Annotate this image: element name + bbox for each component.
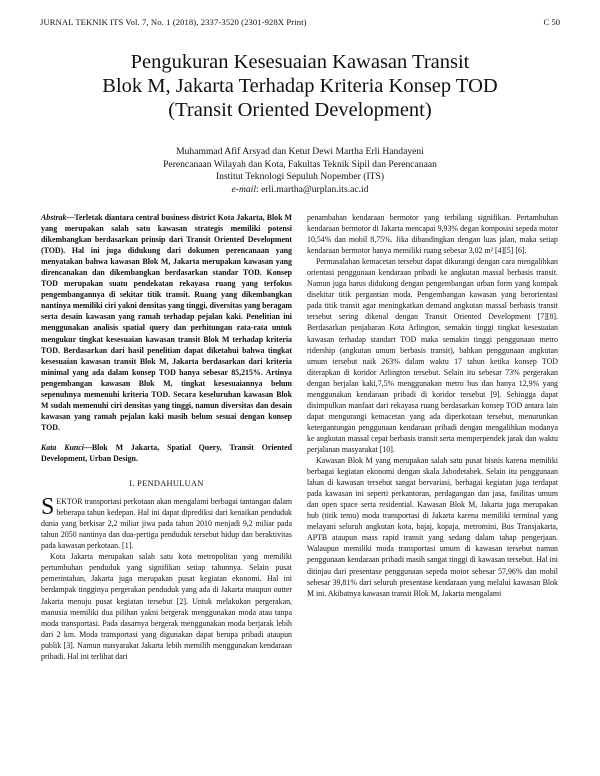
title-line-2: Blok M, Jakarta Terhadap Kriteria Konsep TOD <box>102 75 498 97</box>
intro-paragraph-2: Kota Jakarta merupakan salah satu kota metropolitan yang memiliki pertumbuhan penduduk yang signifikan setiap tahunnya. Selain pusat pemerintahan, Jakarta juga merupakan pusat kegiatan ekonomi. Hal ini berdampak tingginya pergerakan penduduk yang ada di Jakarta maupun outter Jakarta menuju pusat kegiatan tersebut [2]. Untuk melakukan pergerakan, manusia memiliki dua pilihan yakni bergerak menggunakan moda atau tanpa moda transportasi. Pada dasarnya bergerak menggunakan moda berjarak lebih dari 2 km. Moda transportasi yang digunakan dapat berupa pribadi ataupun publik [3]. Namun masyarakat Jakarta lebih memilih menggunakan kendaraan pribadi. Hal ini terlihat dari <box>41 552 292 661</box>
paper-title <box>40 50 560 122</box>
abstract-lead: Abstrak <box>41 213 67 222</box>
author-block <box>40 146 560 196</box>
intro-paragraph-1-text: EKTOR transportasi perkotaan akan mengalami berbagai tantangan dalam beberapa tahun kedepan. Hal ini dapat diprediksi dari kenaikan penduduk dunia yang berkisar 2,2 miliar jiwa pada tahun 2010 menjadi 9,2 miliar pada tahun 2050 nantinya dan dua-pertiga penduduk tersebut hidup dan beraktivitas pada kawasan perkotaan. [1]. <box>41 497 292 551</box>
section-heading-introduction: I. PENDAHULUAN <box>129 479 204 489</box>
keywords-text: —Blok M Jakarta, Spatial Query, Transit Oriented Development, Urban Design. <box>41 442 292 463</box>
right-column <box>307 212 558 599</box>
journal-info: JURNAL TEKNIK ITS Vol. 7, No. 1 (2018), 2337-3520 (2301-928X Print) <box>40 17 307 27</box>
abstract <box>41 212 292 433</box>
abstract-text: —Terletak diantara central business district Kota Jakarta, Blok M yang merupakan salah satu kawasan strategis memiliki potensi dikembangkan berdasarkan prinsip dari Transit Oriented Development (TOD). Hal ini juga didukung dari dokumen perencanaan yang menyatakan bahwa kawasan Blok M, Jakarta merupakan kawasan yang direncanakan dan dikembangkan berdasarkan standar TOD. Konsep TOD merupakan suatu pendekatan rekayasa ruang yang terfokus pengembangannya di sekitar titik transit. Ruang yang dikembangkan nantinya memiliki ciri yakni densitas yang tinggi, diversitas yang beragam serta desain kawasan yang ramah terhadap pejalan kaki. Penelitian ini menggunakan analisis spatial query dan perhitungan rata-rata untuk mengukur tingkat kesesuaian kawasan transit Blok M terhadap kriteria TOD. Berdasarkan dari hasil penelitian dapat diketahui bahwa tingkat kesesuaian kawasan transit Blok M, Jakarta berdasarkan dari kriteria minimal yang ada dalam konsep TOD hanya sebesar 85,215%. Artinya pengembangan kawasan Blok M, tingkat kesesuaiannya belum sepenuhnya memenuhi kriteria TOD. Secara keseluruhan kawasan Blok M sudah memenuhi ciri densitas yang tinggi, namun diversitas dan desain kawasan yang ramah pejalan kaki masih belum sesuai dengan konsep TOD. <box>41 213 292 432</box>
left-column <box>41 212 292 662</box>
intro-paragraph-3: penambahan kendaraan bermotor yang terbilang signifikan. Pertambuhan kendaraan bermotor di Jakarta mencapai 9,93% degan komposisi sepeda motor 10,54% dan mobil 8,75%. Jika dibandingkan dengan luas jalan, maka setiap kendaraan bermotor hanya memiliki ruang sebesar 3,02 m² [4][5] [6]. <box>307 213 558 256</box>
email-address: : erli.martha@urplan.its.ac.id <box>256 183 369 195</box>
intro-paragraph-1 <box>41 496 292 551</box>
keywords <box>41 442 292 464</box>
page-number: C 50 <box>543 17 560 27</box>
keywords-lead: Kata Kunci <box>41 442 84 452</box>
title-line-3: (Transit Oriented Development) <box>168 99 432 121</box>
author-names: Muhammad Afif Arsyad dan Ketut Dewi Martha Erli Handayeni <box>176 146 424 157</box>
author-institution: Institut Teknologi Sepuluh Nopember (ITS) <box>215 171 385 182</box>
intro-paragraph-5: Kawasan Blok M yang merupakan salah satu pusat bisnis karena memiliki berbagai kegiatan ekonomi dengan skala Jabodetabek. Selain itu penggunaan lahan di kawasan tersebut sangat bervariasi, berbagai kegiatan juga terdapat pada kawasan ini seperti perkantoran, perdagangan dan jasa, fasilitas umum dan open space serta residential. Kawasan Blok M, Jakarta juga merupakan hub (titik temu) moda transportasi di Jakarta karena memiliki terminal yang melayani seluruh angkutan kota, bajaj, kopaja, metromini, Bus Transjakarta, APTB ataupun mass rapid transit yang sedang dalam tahap pengerjaan. Walaupun memiliki moda transportasi umum di kawasan tersebut namun penggunaan kendaraan pribadi masih sangat tinggi di kawasan tersebut. Hal ini ditinjau dari presentase penggunaan sepeda motor sebesar 57,96% dan mobil sebesar 39,81% dari seluruh presentase kendaraan yang melalui kawasan Blok M ini. Akibatnya kawasan transit Blok M, Jakarta mengalami <box>307 456 558 598</box>
drop-cap: S <box>41 494 55 521</box>
title-line-1: Pengukuran Kesesuaian Kawasan Transit <box>130 51 470 73</box>
email-label: e-mail <box>231 183 257 195</box>
author-email <box>40 184 560 197</box>
author-department: Perencanaan Wilayah dan Kota, Fakultas Teknik Sipil dan Perencanaan <box>163 158 437 170</box>
intro-paragraph-4: Permasalahan kemacetan tersebut dapat dikurangi dengan cara mengalihkan orientasi penggunaan kendaraan pribadi ke angkutan massal berbasis transit. Namun juga harus didukung dengan pengembangan urban form yang kompak disekitar titik pergantian moda. Pengembangan kawasan yang berorientasi pada titik transit agar meningkatkan demand angkutan massal berbasis transit tersebut sering dikenal dengan Transit Oriented Development [7][8]. Berdasarkan penjabaran Kota Arlington, semakin tinggi tingkat kesesuaian kawasan terhadap standart TOD maka semakin tinggi penggunaan metro ridership (angkutan umum berbasis transit), bahkan penggunaan angkutan umum tersebut naik 263% dalam waktu 17 tahun ketika konsep TOD diterapkan di koridor Arlington tersebut. Selain itu sebesar 73% pergerakan dengan berjalan kaki,7,5% menggunakan metro bus dan hanya 12,9% yang menggunakan kendaraan pribadi di koridor tersebut [9]. Sehingga dapat disimpulkan manfaat dari rekayasa ruang berdasarkan konsep TOD antara lain dapat mengurangi kemacetan yang ada diperkotaan tersebut, menurunkan ketergantungan penggunaan kendaraan pribadi dengan mengalihkan modanya ke angkutan massal cepat berbasis transit serta memperpendek jarak dan waktu perjalanan masyarakat [10]. <box>307 257 558 454</box>
